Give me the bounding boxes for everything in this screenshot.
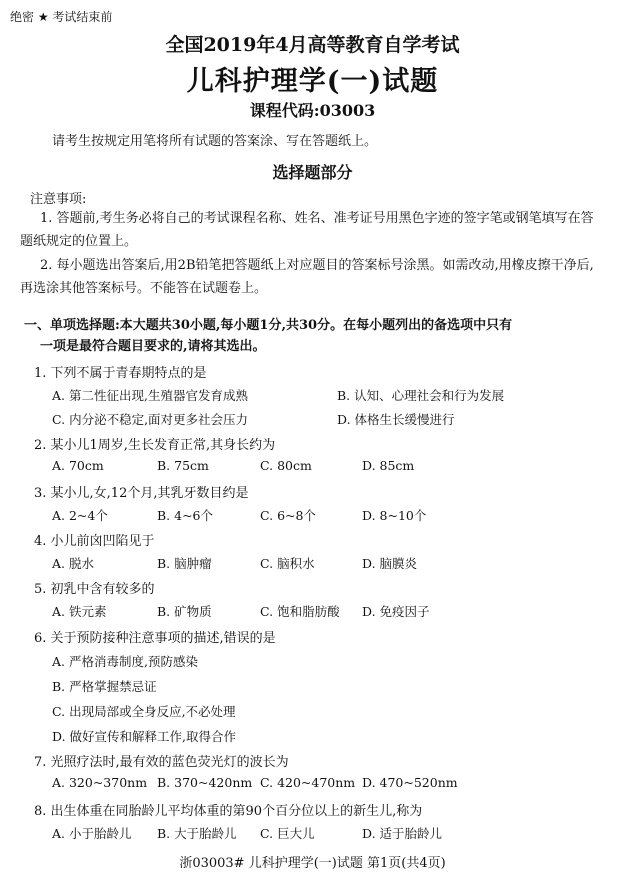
- q8-option-d: D. 适于胎龄儿: [362, 826, 443, 841]
- q5-option-b: B. 矿物质: [157, 604, 212, 619]
- part-one-heading: [24, 315, 512, 357]
- q8-option-c: C. 巨大儿: [260, 826, 315, 841]
- q7-option-c: C. 420~470nm: [260, 775, 356, 790]
- notice-item-1: [20, 207, 605, 253]
- q3-option-a: A. 2~4个: [52, 508, 108, 523]
- paper-title: 儿科护理学(一)试题: [186, 66, 439, 97]
- q1-option-a: A. 第二性征出现,生殖器官发育成熟: [52, 388, 248, 403]
- q6-option-a: A. 严格消毒制度,预防感染: [52, 654, 198, 669]
- q3-option-c: C. 6~8个: [260, 508, 316, 523]
- q2-option-d: D. 85cm: [362, 458, 415, 473]
- answer-instruction: 请考生按规定用笔将所有试题的答案涂、写在答题纸上。: [52, 134, 378, 149]
- confidential-mark: 绝密 ★ 考试结束前: [10, 10, 113, 24]
- exam-name: 全国2019年4月高等教育自学考试: [165, 34, 460, 56]
- q4-option-b: B. 脑肿瘤: [157, 556, 212, 571]
- notice-item-2-text: 2. 每小题选出答案后,用2B铅笔把答题纸上对应题目的答案标号涂黑。如需改动,用橡皮擦干净后,再选涂其他答案标号。不能答在试题卷上。: [20, 258, 594, 296]
- q5-option-c: C. 饱和脂肪酸: [260, 604, 340, 619]
- q5-option-d: D. 免疫因子: [362, 604, 430, 619]
- q6-option-c: C. 出现局部或全身反应,不必处理: [52, 704, 236, 719]
- q1-option-c: C. 内分泌不稳定,面对更多社会压力: [52, 412, 249, 427]
- q5-option-a: A. 铁元素: [52, 604, 107, 619]
- q4-option-c: C. 脑积水: [260, 556, 315, 571]
- q7-option-b: B. 370~420nm: [157, 775, 253, 790]
- q2-option-a: A. 70cm: [52, 458, 104, 473]
- question-3-stem: 3. 某小儿,女,12个月,其乳牙数目约是: [34, 486, 249, 501]
- q8-option-b: B. 大于胎龄儿: [157, 826, 237, 841]
- q4-option-a: A. 脱水: [52, 556, 94, 571]
- q6-option-d: D. 做好宣传和解释工作,取得合作: [52, 729, 236, 744]
- page-footer: 浙03003# 儿科护理学(一)试题 第1页(共4页): [179, 856, 446, 871]
- part-one-line-1: 一、单项选择题:本大题共30小题,每小题1分,共30分。在每小题列出的备选项中只有: [24, 318, 513, 333]
- q2-option-b: B. 75cm: [157, 458, 209, 473]
- question-8-stem: 8. 出生体重在同胎龄儿平均体重的第90个百分位以上的新生儿,称为: [34, 804, 423, 819]
- question-4-stem: 4. 小儿前囟凹陷见于: [34, 534, 155, 549]
- question-7-stem: 7. 光照疗法时,最有效的蓝色荧光灯的波长为: [34, 755, 289, 770]
- q6-option-b: B. 严格掌握禁忌证: [52, 679, 157, 694]
- q1-option-d: D. 体格生长缓慢进行: [337, 412, 455, 427]
- q7-option-d: D. 470~520nm: [362, 775, 458, 790]
- notice-item-2: [20, 254, 605, 300]
- notice-title: 注意事项:: [30, 192, 87, 207]
- q2-option-c: C. 80cm: [260, 458, 312, 473]
- part-one-line-2: 一项是最符合题目要求的,请将其选出。: [40, 339, 266, 354]
- question-6-stem: 6. 关于预防接种注意事项的描述,错误的是: [34, 631, 276, 646]
- q7-option-a: A. 320~370nm: [52, 775, 148, 790]
- notice-item-1-text: 1. 答题前,考生务必将自己的考试课程名称、姓名、准考证号用黑色字迹的签字笔或钢笔填写在答题纸规定的位置上。: [20, 211, 594, 249]
- question-2-stem: 2. 某小儿1周岁,生长发育正常,其身长约为: [34, 438, 276, 453]
- section-title: 选择题部分: [272, 163, 353, 182]
- course-code: 课程代码:03003: [249, 101, 376, 120]
- q3-option-b: B. 4~6个: [157, 508, 214, 523]
- question-5-stem: 5. 初乳中含有较多的: [34, 582, 155, 597]
- q3-option-d: D. 8~10个: [362, 508, 427, 523]
- q8-option-a: A. 小于胎龄儿: [52, 826, 132, 841]
- question-1-stem: 1. 下列不属于青春期特点的是: [34, 366, 207, 381]
- q1-option-b: B. 认知、心理社会和行为发展: [337, 388, 505, 403]
- q4-option-d: D. 脑膜炎: [362, 556, 418, 571]
